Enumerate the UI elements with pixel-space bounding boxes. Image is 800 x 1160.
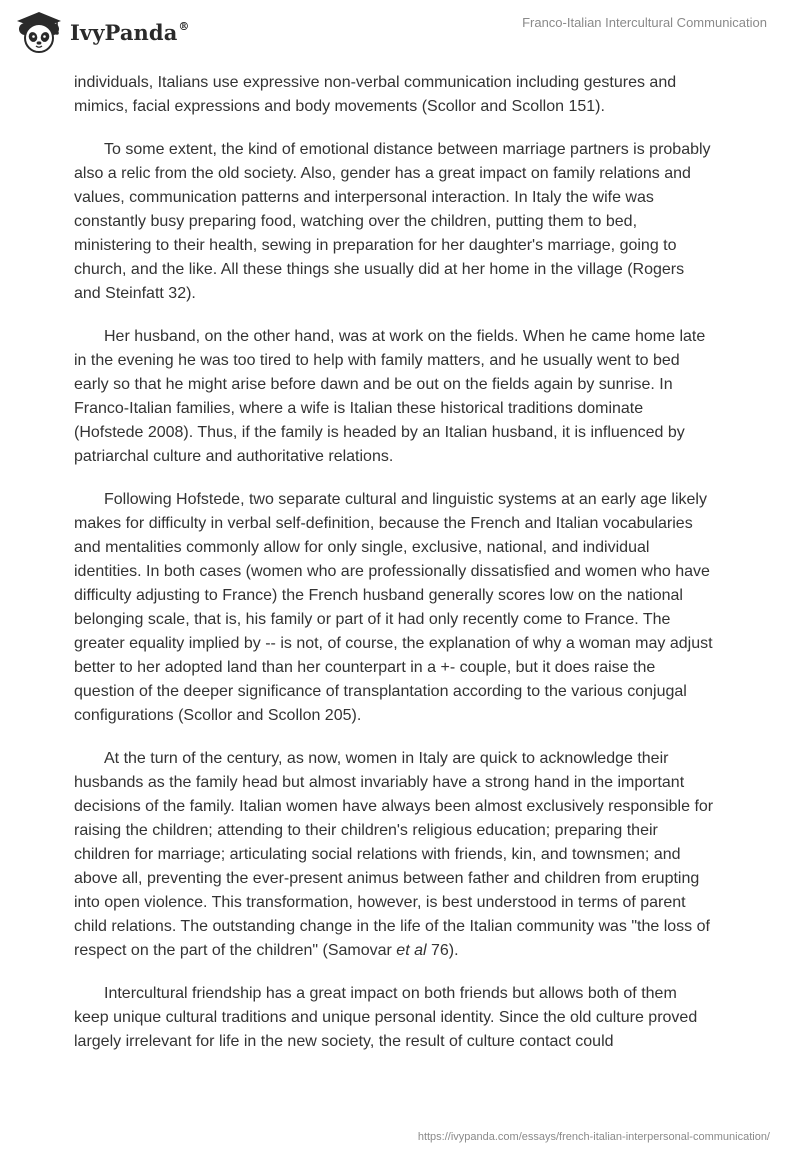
page-header (0, 0, 800, 70)
essay-body (74, 71, 714, 1073)
panda-graduate-logo-icon (14, 10, 64, 54)
brand-name: IvyPanda® (70, 19, 190, 45)
italic-et-al: et al (396, 942, 427, 959)
paragraph-4: Following Hofstede, two separate cultural and linguistic systems at an early age likely makes for difficulty in verbal self-definition, because the French and Italian vocabularies and mentalities commonly allow for only single, exclusive, national, and individual identities. In both cases (women who are professionally dissatisfied and women who have difficulty adjusting to France) the French husband generally scores low on the national belonging scale, that is, his family or part of it had only recently come to France. The greater equality implied by -- is not, of course, the explanation of why a woman may adjust better to her adopted land than her counterpart in a +- couple, but it does raise the question of the deeper significance of transplantation according to the various conjugal configurations (Scollor and Scollon 205). (74, 491, 713, 724)
paragraph-3: Her husband, on the other hand, was at work on the fields. When he came home late in the evening he was too tired to help with family matters, and he usually went to bed early so that he might arise before dawn and be out on the fields again by sunrise. In Franco-Italian families, where a wife is Italian these historical traditions dominate (Hofstede 2008). Thus, if the family is headed by an Italian husband, it is influenced by patriarchal culture and authoritative relations. (74, 328, 706, 465)
paragraph-1: individuals, Italians use expressive non-verbal communication including gestures and mimics, facial expressions and body movements (Scollor and Scollon 151). (74, 74, 677, 115)
brand-logo[interactable] (14, 10, 190, 54)
paragraph-2: To some extent, the kind of emotional distance between marriage partners is probably also a relic from the old society. Also, gender has a great impact on family relations and values, communication patterns and interpersonal interaction. In Italy the wife was constantly busy preparing food, watching over the children, putting them to bed, ministering to their health, sewing in preparation for her daughter's marriage, going to church, and the like. All these things she usually did at her home in the village (Rogers and Steinfatt 32). (74, 141, 711, 302)
paragraph-5: At the turn of the century, as now, women in Italy are quick to acknowledge their husbands as the family head but almost invariably have a strong hand in the important decisions of the family. Italian women have always been almost exclusively responsible for raising the children; attending to their children's religious education; preparing their children for marriage; articulating social relations with friends, kin, and townsmen; and above all, preventing the ever-present animus between father and children from erupting into open violence. This transformation, however, is best understood in terms of parent child relations. The outstanding change in the life of the Italian community was "the loss of respect on the part of the children" (Samovar et al 76). (74, 750, 714, 959)
paragraph-6: Intercultural friendship has a great impact on both friends but allows both of them keep unique cultural traditions and unique personal identity. Since the old culture proved largely irrelevant for life in the new society, the result of culture contact could (74, 985, 698, 1050)
source-url[interactable]: https://ivypanda.com/essays/french-italian-interpersonal-communication/ (417, 1131, 770, 1143)
document-title: Franco-Italian Intercultural Communication (522, 15, 767, 30)
